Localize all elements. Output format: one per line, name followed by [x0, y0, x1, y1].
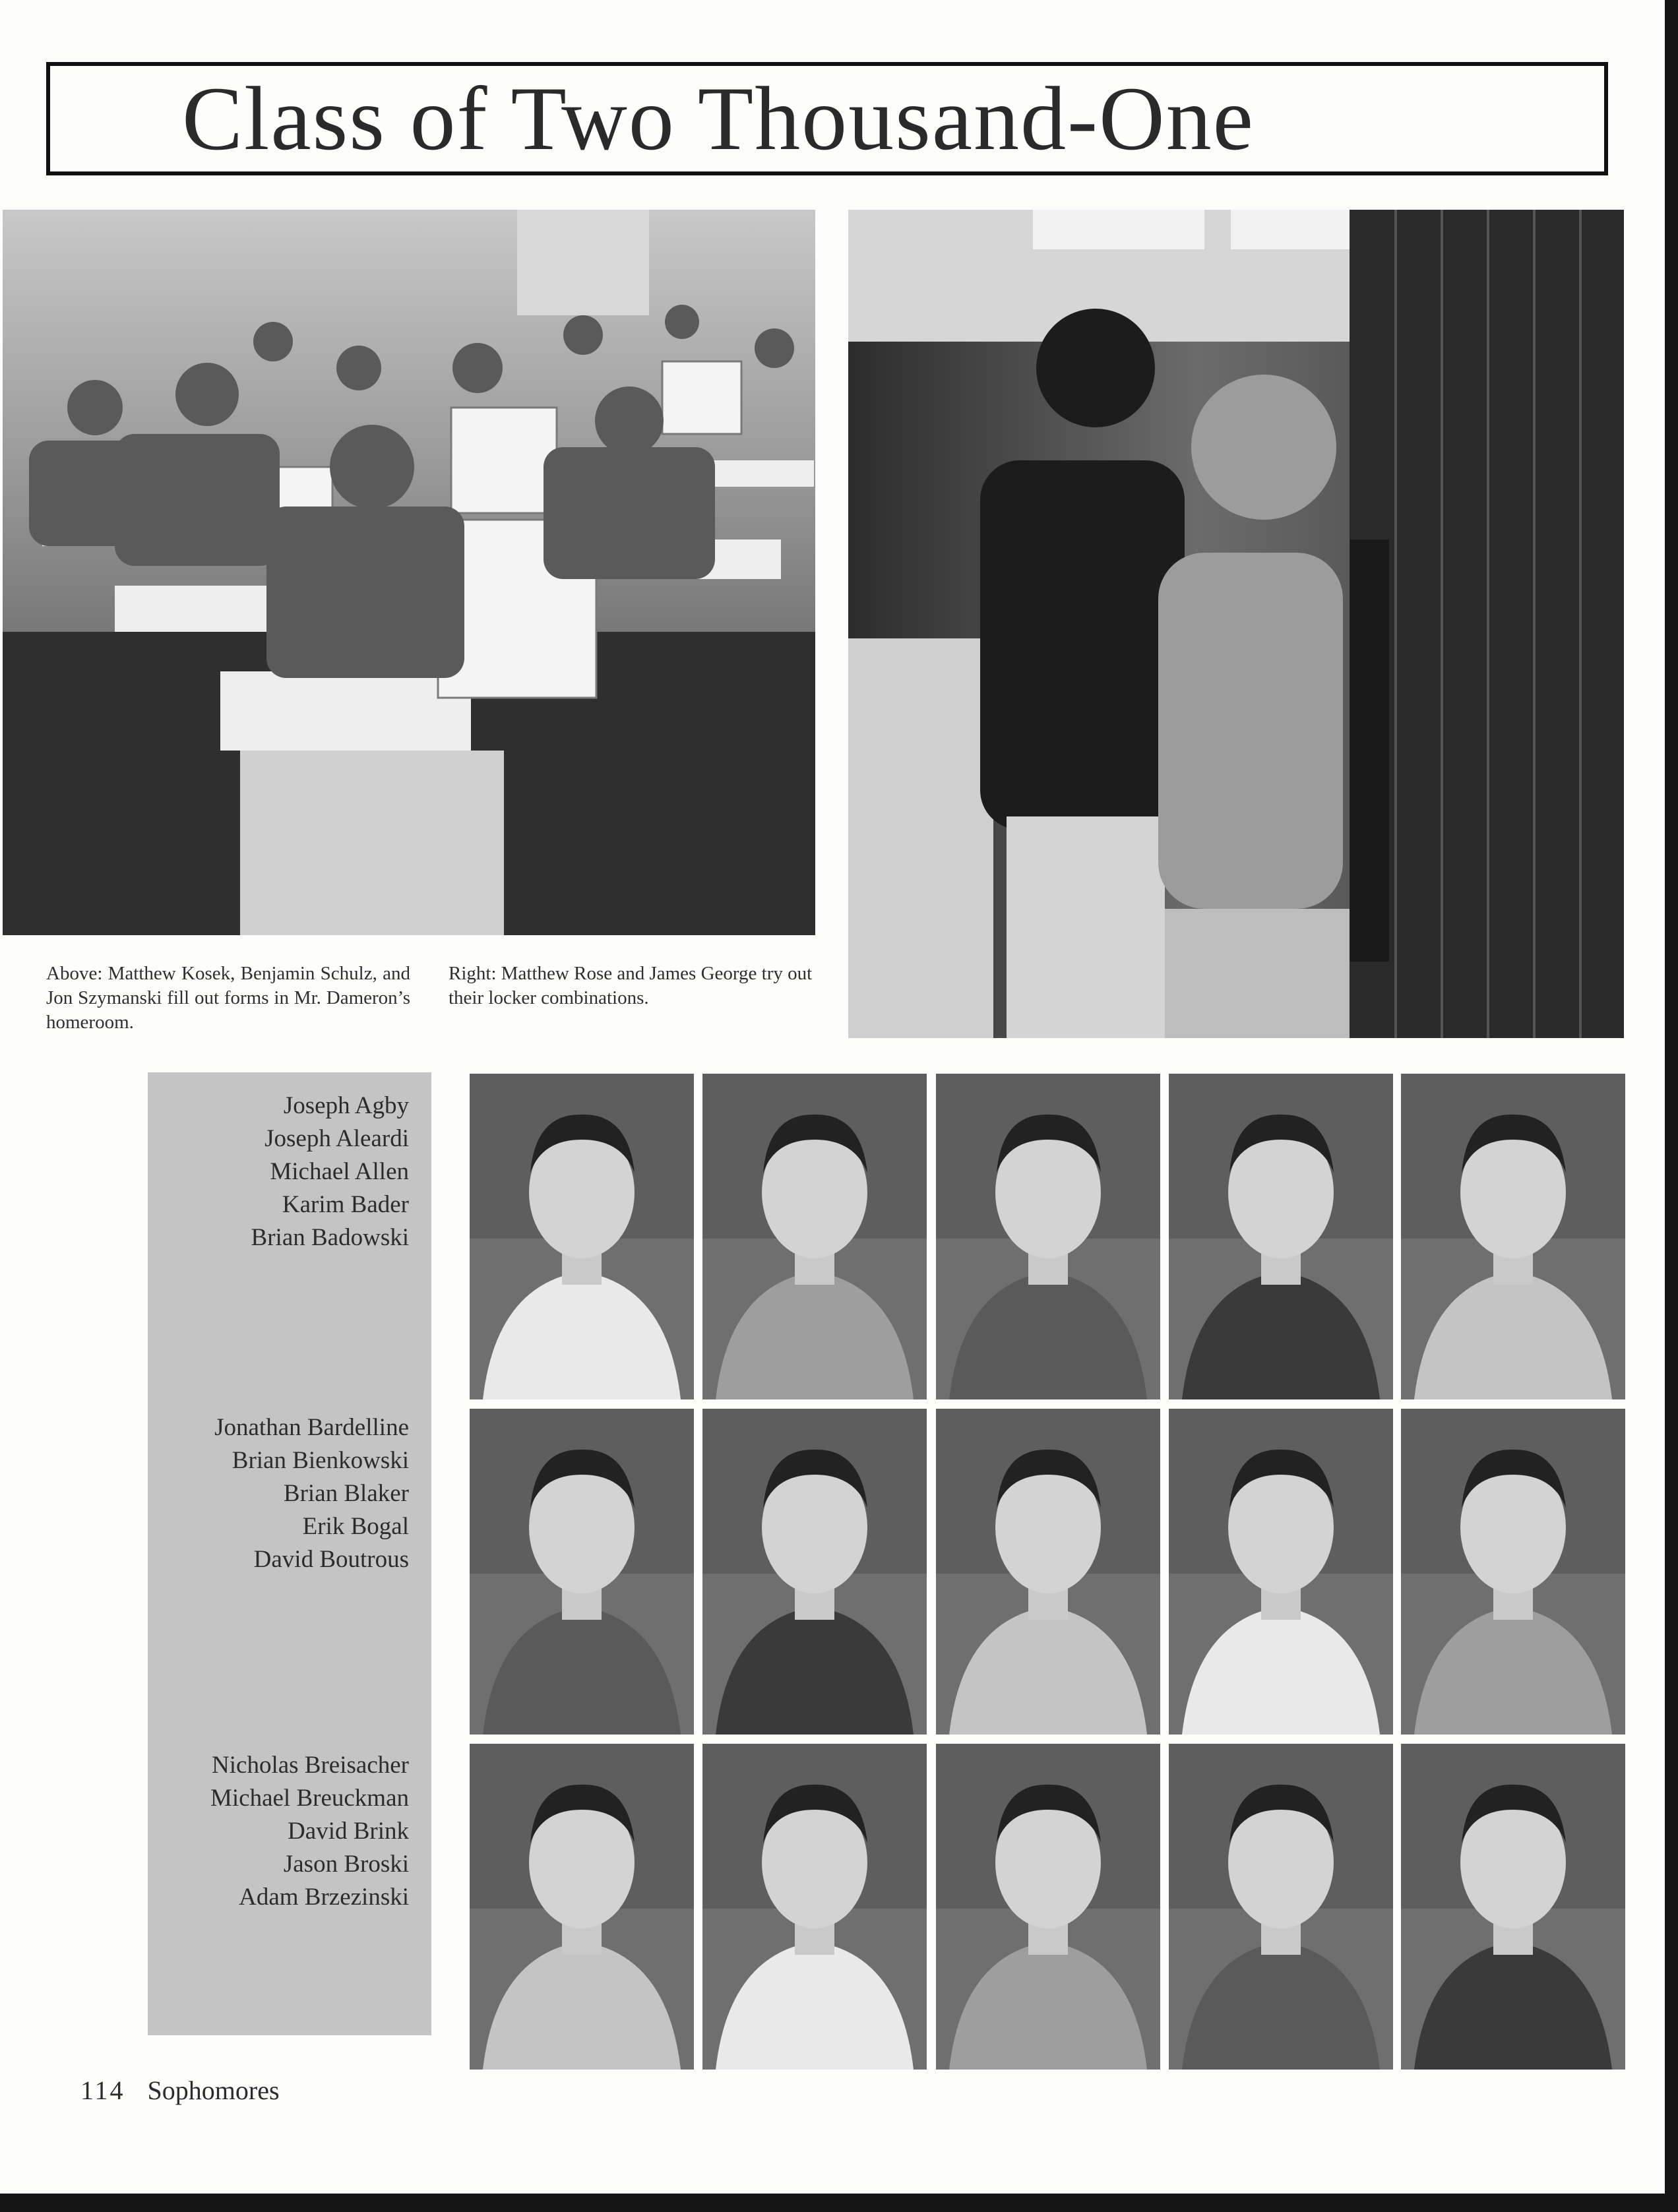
student-name: Jonathan Bardelline — [214, 1414, 409, 1441]
student-name: Brian Badowski — [251, 1224, 409, 1251]
lockers-caption: Right: Matthew Rose and James George try out their locker combinations. — [449, 963, 813, 1008]
name-group-row-2 — [158, 1411, 409, 1576]
classroom-photo — [3, 210, 815, 935]
student-name: Michael Breuckman — [210, 1785, 409, 1812]
student-name: Joseph Agby — [283, 1092, 409, 1119]
student-name: Jason Broski — [283, 1851, 409, 1878]
page-footer — [80, 2075, 280, 2106]
names-panel — [148, 1072, 431, 2035]
student-name: Adam Brzezinski — [239, 1884, 409, 1911]
student-portrait — [1169, 1409, 1393, 1735]
student-portrait — [470, 1409, 694, 1735]
student-name: Joseph Aleardi — [264, 1125, 409, 1152]
student-portrait — [936, 1074, 1160, 1399]
student-portrait — [470, 1074, 694, 1399]
page-number: 114 — [80, 2075, 125, 2105]
student-name: Michael Allen — [270, 1158, 409, 1185]
student-name: Brian Blaker — [283, 1480, 409, 1507]
name-group-row-3 — [158, 1749, 409, 1914]
student-portrait — [1401, 1744, 1625, 2070]
student-name: Karim Bader — [282, 1191, 409, 1218]
student-portrait — [470, 1744, 694, 2070]
student-name: David Brink — [288, 1818, 409, 1845]
student-portrait — [702, 1074, 927, 1399]
student-name: Nicholas Breisacher — [212, 1752, 409, 1779]
title-banner — [46, 62, 1608, 175]
student-portrait — [702, 1744, 927, 2070]
student-name: Brian Bienkowski — [232, 1447, 409, 1474]
student-portrait — [936, 1744, 1160, 2070]
section-name: Sophomores — [147, 2075, 280, 2105]
student-portrait — [1401, 1409, 1625, 1735]
lockers-photo — [848, 210, 1624, 1038]
student-portrait — [1401, 1074, 1625, 1399]
student-name: Erik Bogal — [302, 1513, 409, 1540]
student-name: David Boutrous — [253, 1546, 409, 1573]
student-portrait — [1169, 1074, 1393, 1399]
name-group-row-1 — [158, 1090, 409, 1254]
student-portrait — [702, 1409, 927, 1735]
student-portrait — [936, 1409, 1160, 1735]
classroom-caption: Above: Matthew Kosek, Benjamin Schulz, and Jon Szymanski fill out forms in Mr. Dameron’s homeroom. — [46, 963, 410, 1033]
student-portrait — [1169, 1744, 1393, 2070]
page-title: Class of Two Thousand-One — [182, 68, 1255, 169]
